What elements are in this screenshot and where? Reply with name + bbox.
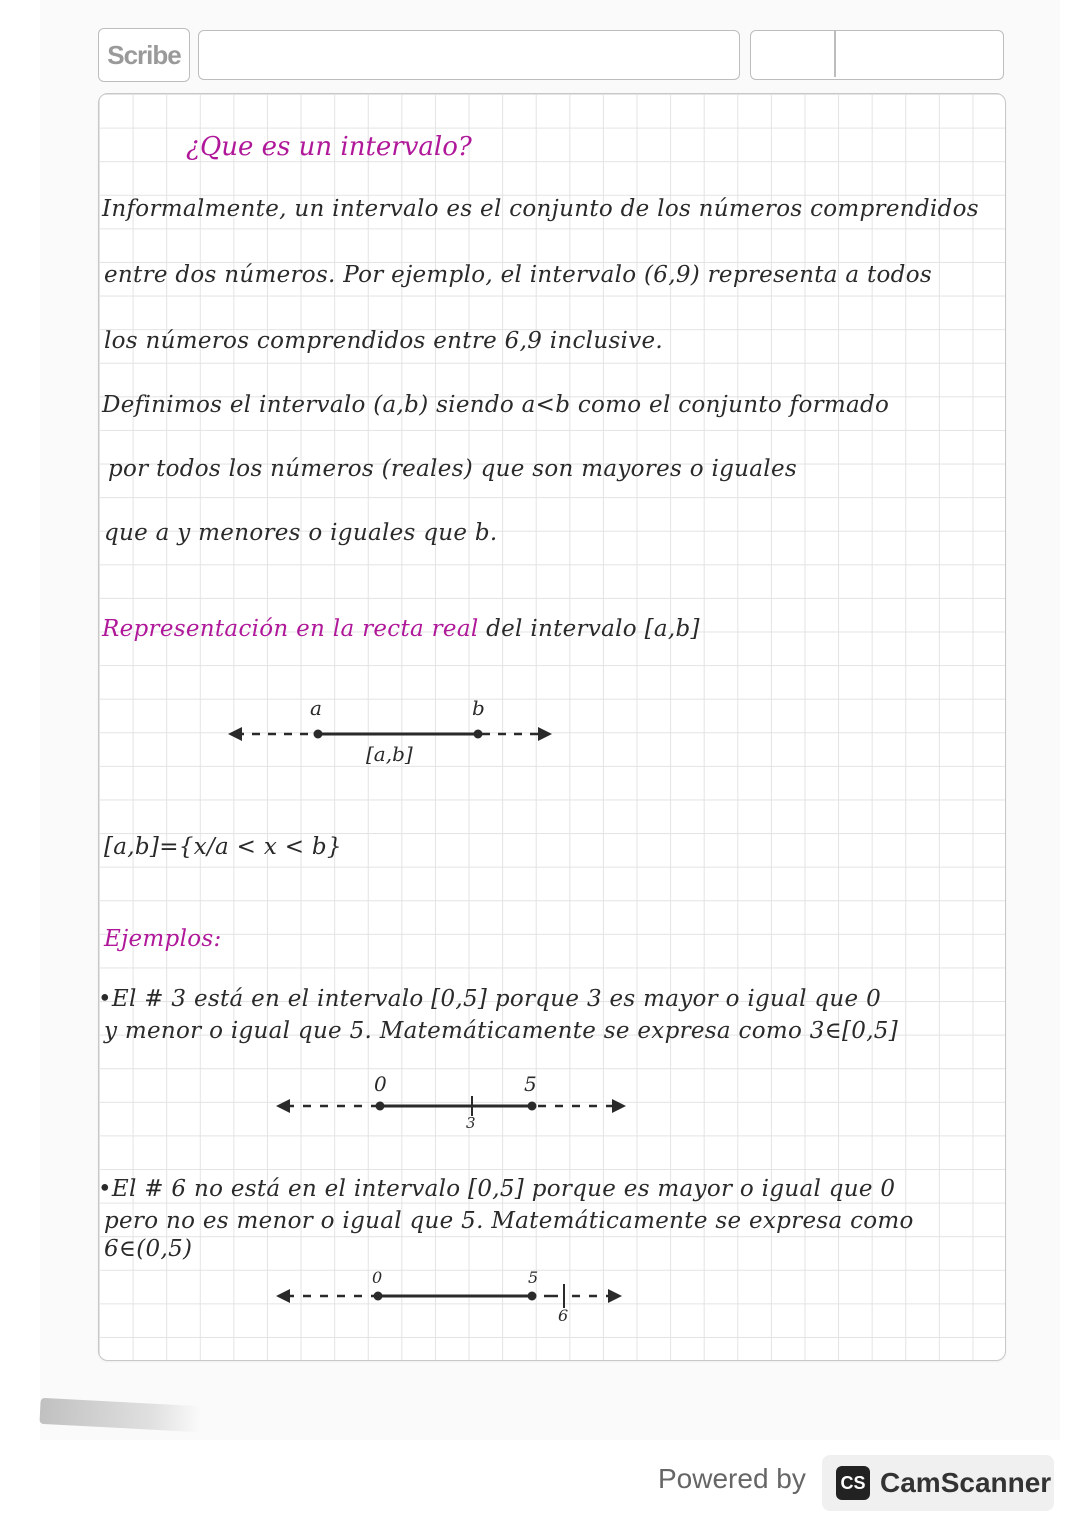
example1-line2: y menor o igual que 5. Matemáticamente se expresa como 3∈[0,5] xyxy=(104,1018,899,1044)
number-line-ex2-right-arrow xyxy=(608,1289,622,1303)
header-date-divider xyxy=(834,31,836,77)
page-title: ¿Que es un intervalo? xyxy=(186,132,472,162)
number-line-ab-right-arrow xyxy=(538,727,552,741)
header-title-field xyxy=(198,30,740,80)
paragraph1-line3: los números comprendidos entre 6,9 inclusive. xyxy=(104,328,664,354)
header-date-field xyxy=(750,30,1004,80)
number-line-ex1-right-arrow xyxy=(612,1099,626,1113)
ex2-label-0: 0 xyxy=(372,1268,383,1287)
interval-label: [a,b] xyxy=(366,742,413,766)
label-a: a xyxy=(310,696,322,720)
paragraph1-line1: Informalmente, un intervalo es el conjunto de los números comprendidos xyxy=(102,196,979,222)
ex2-label-5: 5 xyxy=(528,1268,539,1287)
number-line-ex1-point-0 xyxy=(376,1102,385,1111)
example2-line3: 6∈(0,5) xyxy=(104,1236,193,1262)
ex1-label-0: 0 xyxy=(374,1072,387,1096)
representation-heading-pink: Representación en la recta real xyxy=(102,616,479,642)
ex1-label-3: 3 xyxy=(466,1114,476,1132)
representation-heading xyxy=(102,616,700,642)
number-line-example1 xyxy=(276,1088,636,1128)
camscanner-logo-icon: CS xyxy=(836,1466,870,1500)
brand-logo: Scribe xyxy=(98,28,190,82)
number-line-ab-left-arrow xyxy=(228,727,242,741)
example2-line1: •El # 6 no está en el intervalo [0,5] porque es mayor o igual que 0 xyxy=(98,1176,896,1202)
number-line-ab-point-b xyxy=(474,730,483,739)
paragraph2-line1: Definimos el intervalo (a,b) siendo a<b como el conjunto formado xyxy=(102,392,890,418)
number-line-ab-point-a xyxy=(314,730,323,739)
paragraph2-line2: por todos los números (reales) que son mayores o iguales xyxy=(108,456,797,482)
example2-line2: pero no es menor o igual que 5. Matemáticamente se expresa como xyxy=(104,1208,914,1234)
number-line-ex2-point-5 xyxy=(528,1292,537,1301)
ex2-label-6: 6 xyxy=(558,1306,569,1325)
number-line-ex1-left-arrow xyxy=(276,1099,290,1113)
number-line-example2 xyxy=(276,1280,636,1330)
representation-heading-black: del intervalo [a,b] xyxy=(486,616,700,642)
example1-line1: •El # 3 está en el intervalo [0,5] porque 3 es mayor o igual que 0 xyxy=(98,986,881,1012)
examples-heading: Ejemplos: xyxy=(104,926,222,952)
camscanner-name: CamScanner xyxy=(880,1467,1052,1498)
number-line-ex2-point-0 xyxy=(374,1292,383,1301)
paragraph2-line3: que a y menores o iguales que b. xyxy=(104,520,498,546)
number-line-ex2-left-arrow xyxy=(276,1289,290,1303)
number-line-ex1-point-5 xyxy=(528,1102,537,1111)
label-b: b xyxy=(472,696,485,720)
camscanner-badge[interactable] xyxy=(822,1455,1054,1511)
ex1-label-5: 5 xyxy=(524,1072,537,1096)
paragraph1-line2: entre dos números. Por ejemplo, el intervalo (6,9) representa a todos xyxy=(104,262,932,288)
set-notation: [a,b]={x/a < x < b} xyxy=(104,834,342,860)
powered-by-text: Powered by xyxy=(658,1463,806,1494)
